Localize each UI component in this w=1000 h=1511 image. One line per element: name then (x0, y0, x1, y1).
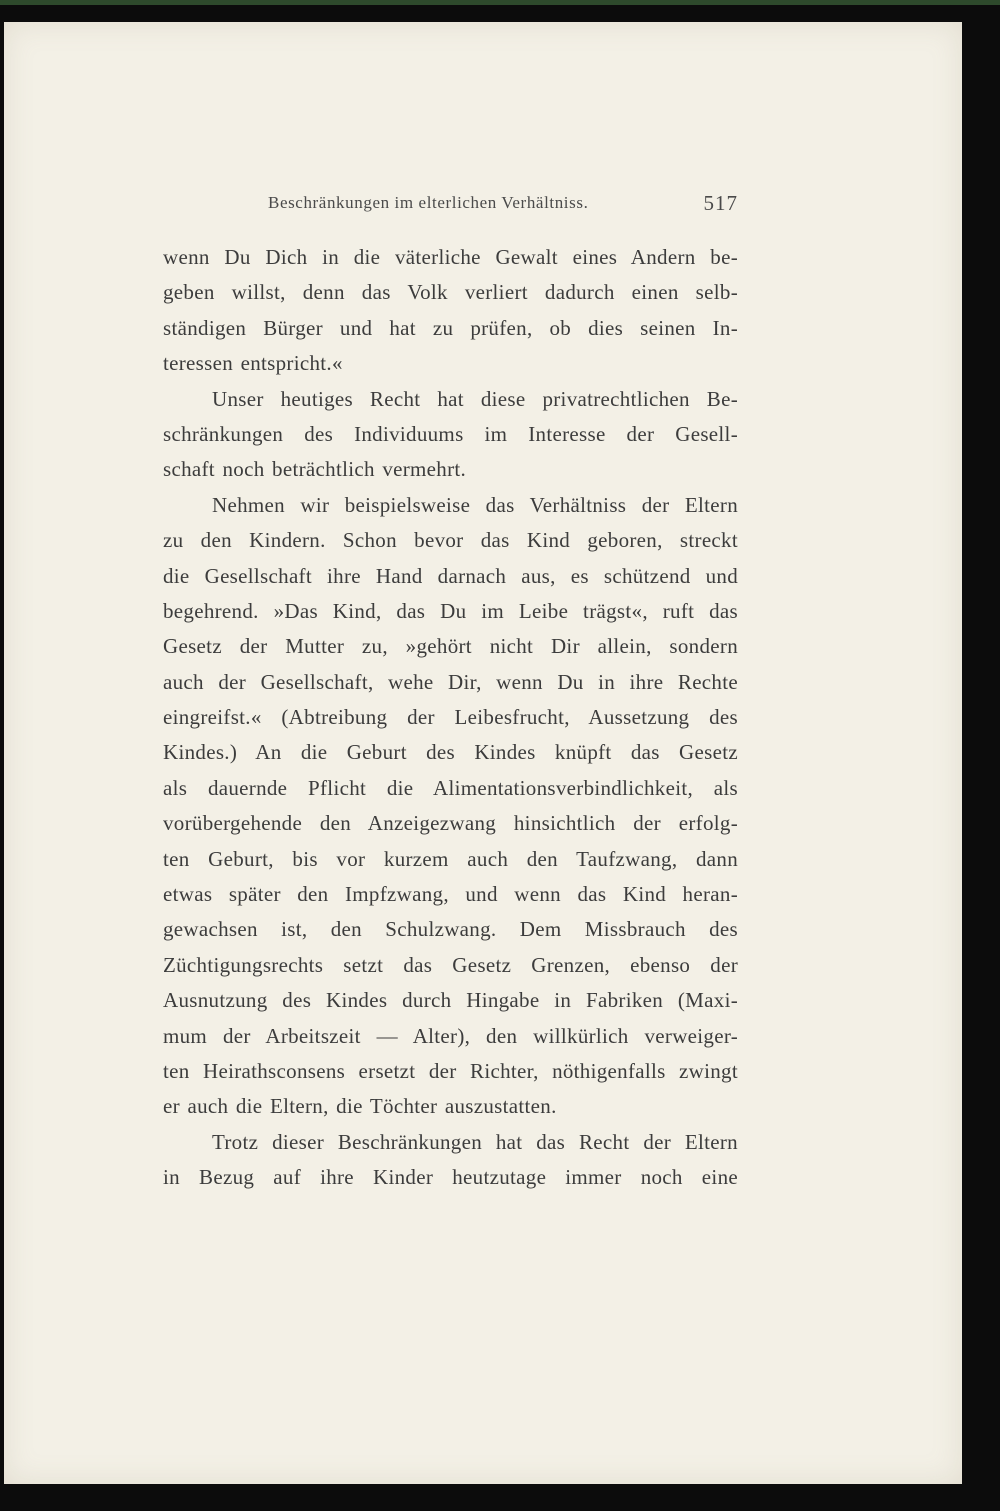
text-line: Züchtigungsrechts setzt das Gesetz Grenzen, ebenso der (163, 952, 738, 977)
text-line: Gesetz der Mutter zu, »gehört nicht Dir allein, sondern (163, 634, 738, 659)
text-line: etwas später den Impfzwang, und wenn das Kind heran- (163, 882, 738, 907)
text-line: eingreifst.« (Abtreibung der Leibesfrucht, Aussetzung des (163, 705, 738, 730)
text-line: in Bezug auf ihre Kinder heutzutage immer noch eine (163, 1165, 738, 1190)
text-line: begehrend. »Das Kind, das Du im Leibe trägst«, ruft das (163, 598, 738, 623)
text-line: gewachsen ist, den Schulzwang. Dem Missbrauch des (163, 917, 738, 942)
running-header (268, 191, 738, 217)
text-line: Unser heutiges Recht hat diese privatrechtlichen Be- (212, 386, 738, 411)
text-line: Kindes.) An die Geburt des Kindes knüpft das Gesetz (163, 740, 738, 765)
text-line: Nehmen wir beispielsweise das Verhältniss der Eltern (212, 492, 738, 517)
text-line: vorübergehende den Anzeigezwang hinsichtlich der erfolg- (163, 811, 738, 836)
text-line: auch der Gesellschaft, wehe Dir, wenn Du in ihre Rechte (163, 669, 738, 694)
text-line: ständigen Bürger und hat zu prüfen, ob dies seinen In- (163, 315, 738, 340)
text-line: schaft noch beträchtlich vermehrt. (163, 457, 467, 482)
text-line: geben willst, denn das Volk verliert dadurch einen selb- (163, 280, 738, 305)
text-line: Ausnutzung des Kindes durch Hingabe in Fabriken (Maxi- (163, 988, 738, 1013)
text-line: als dauernde Pflicht die Alimentationsverbindlichkeit, als (163, 775, 738, 800)
text-line: mum der Arbeitszeit — Alter), den willkürlich verweiger- (163, 1023, 738, 1048)
running-title: Beschränkungen im elterlichen Verhältniss. (268, 193, 589, 212)
text-line: schränkungen des Individuums im Interesse der Gesell- (163, 421, 738, 446)
text-line: ten Geburt, bis vor kurzem auch den Taufzwang, dann (163, 846, 738, 871)
body-text (163, 240, 738, 1196)
text-line: er auch die Eltern, die Töchter auszustatten. (163, 1094, 557, 1119)
scan-edge-strip (0, 0, 1000, 5)
text-line: die Gesellschaft ihre Hand darnach aus, es schützend und (163, 563, 738, 588)
text-line: ten Heirathsconsens ersetzt der Richter, nöthigenfalls zwingt (163, 1058, 738, 1083)
text-line: wenn Du Dich in die väterliche Gewalt eines Andern be- (163, 245, 738, 269)
text-line: Trotz dieser Beschränkungen hat das Recht der Eltern (212, 1129, 738, 1154)
text-line: zu den Kindern. Schon bevor das Kind geboren, streckt (163, 528, 738, 553)
text-line: teressen entspricht.« (163, 351, 343, 376)
page-number: 517 (703, 191, 738, 215)
